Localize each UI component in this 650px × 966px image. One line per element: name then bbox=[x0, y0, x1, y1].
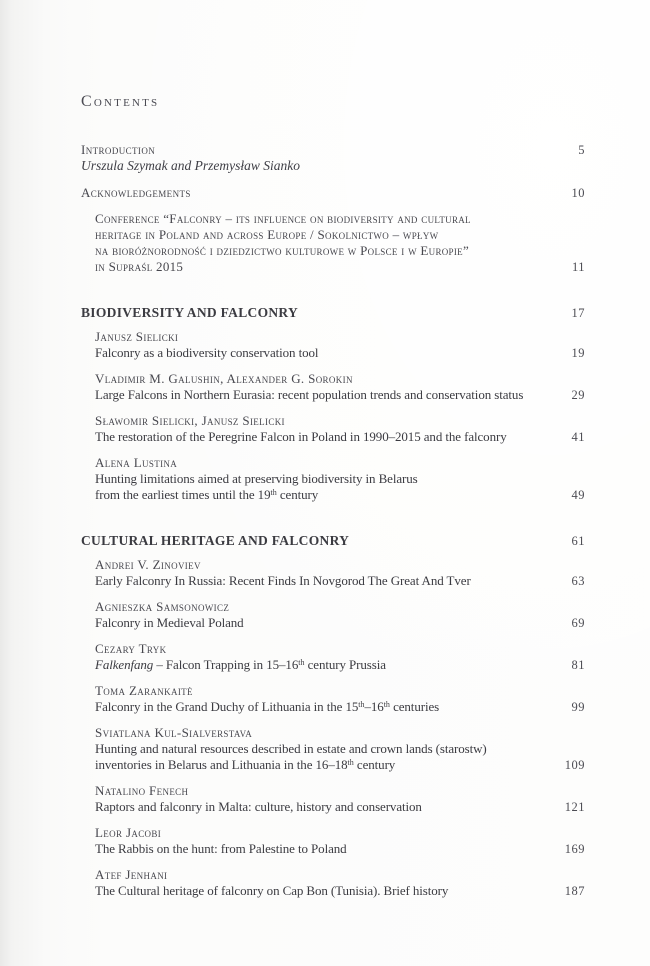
entry-title: Falconry as a biodiversity conservation tool bbox=[95, 345, 319, 360]
entry-title: Falconry in the Grand Duchy of Lithuania in the 15th–16th centuries bbox=[95, 699, 440, 714]
page-number: 49 bbox=[571, 488, 585, 502]
page-number: 63 bbox=[571, 574, 585, 588]
entry-title: Early Falconry In Russia: Recent Finds In Novgorod The Great And Tver bbox=[95, 573, 471, 588]
entry-title-line: Hunting and natural resources described in estate and crown lands (starostw) bbox=[95, 741, 487, 756]
toc-entry bbox=[95, 641, 585, 673]
toc-item-label: Acknowledgements bbox=[81, 185, 191, 200]
toc-row bbox=[81, 142, 585, 158]
page-number: 169 bbox=[564, 842, 585, 856]
toc-item-introduction bbox=[81, 142, 585, 174]
page-number: 5 bbox=[578, 143, 585, 157]
toc-entry bbox=[95, 557, 585, 589]
entry-authors: Alena Lustina bbox=[95, 455, 178, 470]
toc-item-byline: Urszula Szymak and Przemysław Sianko bbox=[81, 158, 300, 173]
page-number: 81 bbox=[571, 658, 585, 672]
page-number: 121 bbox=[564, 800, 585, 814]
toc-entry bbox=[95, 413, 585, 445]
conference-line: heritage in Poland and across Europe / Sokolnictwo – wpływ bbox=[95, 227, 439, 242]
entry-authors: Agnieszka Samsonowicz bbox=[95, 599, 230, 614]
page-title: Contents bbox=[81, 93, 160, 110]
entry-title: The Cultural heritage of falconry on Cap Bon (Tunisia). Brief history bbox=[95, 883, 449, 898]
entry-authors: Sviatlana Kul-Sialverstava bbox=[95, 725, 253, 740]
toc-row bbox=[81, 185, 585, 201]
toc-entry bbox=[95, 455, 585, 503]
entry-authors: Cezary Tryk bbox=[95, 641, 167, 656]
entry-title: Large Falcons in Northern Eurasia: recent population trends and conservation status bbox=[95, 387, 524, 402]
entry-title: Falkenfang – Falcon Trapping in 15–16th century Prussia bbox=[95, 657, 386, 672]
section-title: CULTURAL HERITAGE AND FALCONRY bbox=[81, 533, 350, 548]
entry-authors: Natalino Fenech bbox=[95, 783, 189, 798]
toc-entry bbox=[95, 329, 585, 361]
entry-title-line: inventories in Belarus and Lithuania in the 16–18th century bbox=[95, 757, 396, 772]
page-number: 10 bbox=[571, 186, 585, 200]
entry-title-line: Hunting limitations aimed at preserving biodiversity in Belarus bbox=[95, 471, 418, 486]
toc-entry bbox=[95, 725, 585, 773]
section-heading-cultural-heritage bbox=[81, 533, 585, 549]
toc-entry bbox=[95, 867, 585, 899]
page-number: 69 bbox=[571, 616, 585, 630]
section-heading-biodiversity bbox=[81, 305, 585, 321]
table-of-contents bbox=[81, 93, 585, 899]
toc-entry bbox=[95, 683, 585, 715]
page-number: 61 bbox=[571, 534, 585, 548]
page-number: 29 bbox=[571, 388, 585, 402]
conference-line: na bioróżnorodność i dziedzictwo kulturowe w Polsce i w Europie” bbox=[95, 243, 470, 258]
entry-title: The Rabbis on the hunt: from Palestine to Poland bbox=[95, 841, 347, 856]
toc-item-label: Introduction bbox=[81, 142, 156, 157]
entry-title-line: from the earliest times until the 19th century bbox=[95, 487, 319, 502]
page-number: 187 bbox=[564, 884, 585, 898]
toc-entry bbox=[95, 783, 585, 815]
entry-authors: Leor Jacobi bbox=[95, 825, 162, 840]
page-number: 11 bbox=[571, 260, 585, 274]
page-number: 99 bbox=[571, 700, 585, 714]
entry-authors: Atef Jenhani bbox=[95, 867, 168, 882]
conference-line: Conference “Falconry – its influence on biodiversity and cultural bbox=[95, 211, 471, 226]
toc-entry bbox=[95, 599, 585, 631]
page-number: 17 bbox=[571, 306, 585, 320]
entry-authors: Vladimir M. Galushin, Alexander G. Sorokin bbox=[95, 371, 353, 386]
entry-authors: Andrei V. Zinoviev bbox=[95, 557, 201, 572]
entry-title: The restoration of the Peregrine Falcon in Poland in 1990–2015 and the falconry bbox=[95, 429, 507, 444]
conference-line: in Supraśl 2015 bbox=[95, 259, 184, 274]
toc-entry bbox=[95, 371, 585, 403]
entry-title: Falconry in Medieval Poland bbox=[95, 615, 244, 630]
toc-item-acknowledgements bbox=[81, 185, 585, 201]
page-number: 109 bbox=[564, 758, 585, 772]
entry-authors: Janusz Sielicki bbox=[95, 329, 179, 344]
page-number: 19 bbox=[571, 346, 585, 360]
entry-authors: Toma Zarankaitė bbox=[95, 683, 193, 698]
entry-title: Raptors and falconry in Malta: culture, history and conservation bbox=[95, 799, 422, 814]
toc-entry bbox=[95, 825, 585, 857]
page-number: 41 bbox=[571, 430, 585, 444]
toc-item-conference bbox=[95, 211, 585, 275]
section-title: BIODIVERSITY AND FALCONRY bbox=[81, 305, 299, 320]
entry-authors: Sławomir Sielicki, Janusz Sielicki bbox=[95, 413, 285, 428]
